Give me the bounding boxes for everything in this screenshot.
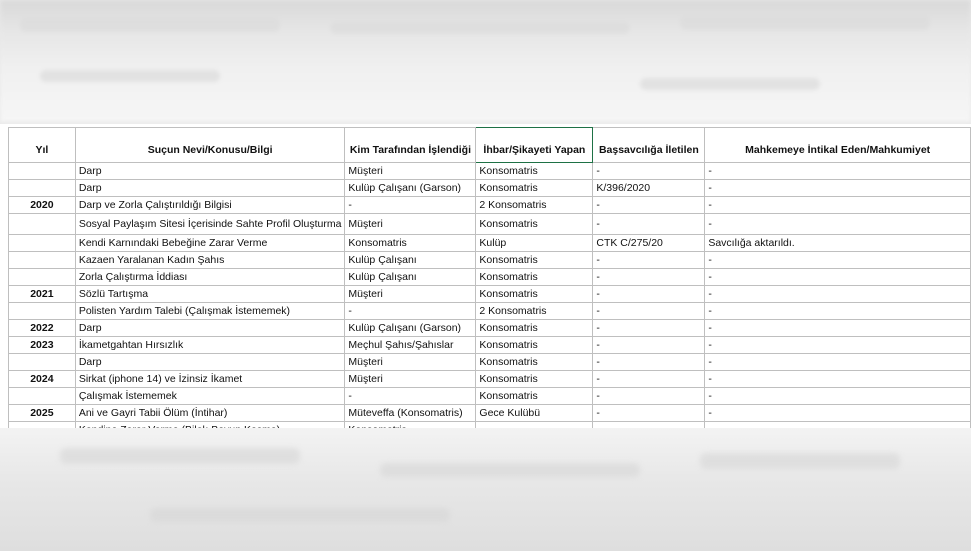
cell-reporter[interactable]: Gece Kulübü bbox=[476, 405, 593, 422]
cell-crime[interactable]: Darp bbox=[75, 163, 345, 180]
cell-prosecutor[interactable]: - bbox=[593, 354, 705, 371]
table-row bbox=[9, 163, 971, 180]
cell-court[interactable]: - bbox=[705, 371, 971, 388]
cell-court[interactable]: - bbox=[705, 252, 971, 269]
cell-prosecutor[interactable]: - bbox=[593, 197, 705, 214]
cell-year[interactable] bbox=[9, 269, 76, 286]
cell-court[interactable]: - bbox=[705, 286, 971, 303]
blurred-background-top bbox=[0, 0, 971, 122]
cell-prosecutor[interactable]: K/396/2020 bbox=[593, 180, 705, 197]
cell-court[interactable]: - bbox=[705, 180, 971, 197]
cell-crime[interactable]: Sözlü Tartışma bbox=[75, 286, 345, 303]
cell-crime[interactable]: Sosyal Paylaşım Sitesi İçerisinde Sahte Profil Oluşturma bbox=[75, 214, 345, 235]
cell-crime[interactable]: Kendi Karnındaki Bebeğine Zarar Verme bbox=[75, 235, 345, 252]
cell-court[interactable]: - bbox=[705, 388, 971, 405]
cell-year[interactable] bbox=[9, 163, 76, 180]
header-row bbox=[9, 128, 971, 163]
table-row bbox=[9, 252, 971, 269]
header-court[interactable]: Mahkemeye İntikal Eden/Mahkumiyet bbox=[705, 128, 971, 163]
cell-prosecutor[interactable]: - bbox=[593, 286, 705, 303]
cell-prosecutor[interactable]: - bbox=[593, 405, 705, 422]
cell-reporter[interactable]: 2 Konsomatris bbox=[476, 303, 593, 320]
cell-court[interactable]: - bbox=[705, 163, 971, 180]
cell-crime[interactable]: İkametgahtan Hırsızlık bbox=[75, 337, 345, 354]
table-row bbox=[9, 286, 971, 303]
cell-perpetrator[interactable]: - bbox=[345, 303, 476, 320]
cell-crime[interactable]: Darp ve Zorla Çalıştırıldığı Bilgisi bbox=[75, 197, 345, 214]
cell-reporter[interactable]: Konsomatris bbox=[476, 269, 593, 286]
table-row bbox=[9, 371, 971, 388]
cell-perpetrator[interactable]: Kulüp Çalışanı bbox=[345, 252, 476, 269]
table-row bbox=[9, 303, 971, 320]
cell-crime[interactable]: Polisten Yardım Talebi (Çalışmak İstememek) bbox=[75, 303, 345, 320]
table-row bbox=[9, 197, 971, 214]
spreadsheet bbox=[0, 124, 971, 428]
cell-reporter[interactable]: Konsomatris bbox=[476, 252, 593, 269]
cell-perpetrator[interactable]: Müşteri bbox=[345, 354, 476, 371]
cell-perpetrator[interactable]: Müşteri bbox=[345, 163, 476, 180]
cell-court[interactable]: - bbox=[705, 354, 971, 371]
cell-year[interactable]: 2020 bbox=[9, 197, 76, 214]
table-row bbox=[9, 337, 971, 354]
blurred-background-bottom bbox=[0, 428, 971, 551]
cell-court[interactable]: - bbox=[705, 214, 971, 235]
cell-perpetrator[interactable]: Meçhul Şahıs/Şahıslar bbox=[345, 337, 476, 354]
cell-year[interactable] bbox=[9, 252, 76, 269]
cell-reporter[interactable]: Konsomatris bbox=[476, 214, 593, 235]
cell-court[interactable]: Savcılığa aktarıldı. bbox=[705, 235, 971, 252]
cell-court[interactable]: - bbox=[705, 269, 971, 286]
cell-court[interactable]: - bbox=[705, 303, 971, 320]
cell-perpetrator[interactable]: - bbox=[345, 388, 476, 405]
cell-year[interactable] bbox=[9, 214, 76, 235]
table-row bbox=[9, 269, 971, 286]
cell-year[interactable] bbox=[9, 303, 76, 320]
cell-crime[interactable]: Zorla Çalıştırma İddiası bbox=[75, 269, 345, 286]
cell-court[interactable]: - bbox=[705, 197, 971, 214]
cell-reporter[interactable]: Konsomatris bbox=[476, 354, 593, 371]
cell-perpetrator[interactable]: Kulüp Çalışanı (Garson) bbox=[345, 320, 476, 337]
cell-perpetrator[interactable]: Müşteri bbox=[345, 214, 476, 235]
cell-crime[interactable]: Kazaen Yaralanan Kadın Şahıs bbox=[75, 252, 345, 269]
cell-perpetrator[interactable]: - bbox=[345, 197, 476, 214]
cell-perpetrator[interactable]: Kulüp Çalışanı (Garson) bbox=[345, 180, 476, 197]
cell-prosecutor[interactable]: - bbox=[593, 320, 705, 337]
cell-prosecutor[interactable]: - bbox=[593, 337, 705, 354]
cell-court[interactable]: - bbox=[705, 405, 971, 422]
cell-year[interactable]: 2022 bbox=[9, 320, 76, 337]
table-row bbox=[9, 405, 971, 422]
cell-reporter[interactable]: Konsomatris bbox=[476, 388, 593, 405]
cell-reporter[interactable]: Konsomatris bbox=[476, 163, 593, 180]
cell-year[interactable]: 2021 bbox=[9, 286, 76, 303]
cell-crime[interactable]: Darp bbox=[75, 354, 345, 371]
header-perpetrator[interactable]: Kim Tarafından İşlendiği bbox=[345, 128, 476, 163]
cell-prosecutor[interactable]: - bbox=[593, 269, 705, 286]
cell-perpetrator[interactable]: Müşteri bbox=[345, 286, 476, 303]
cell-crime[interactable]: Sirkat (iphone 14) ve İzinsiz İkamet bbox=[75, 371, 345, 388]
cell-reporter[interactable]: 2 Konsomatris bbox=[476, 197, 593, 214]
table-row bbox=[9, 354, 971, 371]
cell-prosecutor[interactable]: - bbox=[593, 214, 705, 235]
cell-year[interactable] bbox=[9, 235, 76, 252]
cell-prosecutor[interactable]: CTK C/275/20 bbox=[593, 235, 705, 252]
cell-prosecutor[interactable]: - bbox=[593, 303, 705, 320]
cell-year[interactable] bbox=[9, 180, 76, 197]
cell-reporter[interactable]: Konsomatris bbox=[476, 286, 593, 303]
table-row bbox=[9, 235, 971, 252]
cell-crime[interactable]: Darp bbox=[75, 320, 345, 337]
cell-perpetrator[interactable]: Konsomatris bbox=[345, 235, 476, 252]
cell-year[interactable]: 2023 bbox=[9, 337, 76, 354]
cell-perpetrator[interactable]: Müşteri bbox=[345, 371, 476, 388]
incident-table bbox=[8, 127, 971, 439]
table-row bbox=[9, 214, 971, 235]
row-gutter bbox=[0, 124, 8, 424]
cell-prosecutor[interactable]: - bbox=[593, 388, 705, 405]
header-crime[interactable]: Suçun Nevi/Konusu/Bilgi bbox=[75, 128, 345, 163]
table-row bbox=[9, 388, 971, 405]
cell-year[interactable] bbox=[9, 354, 76, 371]
table-row bbox=[9, 320, 971, 337]
cell-crime[interactable]: Çalışmak İstememek bbox=[75, 388, 345, 405]
cell-reporter[interactable]: Konsomatris bbox=[476, 337, 593, 354]
header-year[interactable]: Yıl bbox=[9, 128, 76, 163]
cell-reporter[interactable]: Konsomatris bbox=[476, 320, 593, 337]
cell-year[interactable] bbox=[9, 388, 76, 405]
cell-year[interactable]: 2025 bbox=[9, 405, 76, 422]
cell-reporter[interactable]: Kulüp bbox=[476, 235, 593, 252]
cell-crime[interactable]: Darp bbox=[75, 180, 345, 197]
cell-perpetrator[interactable]: Müteveffa (Konsomatris) bbox=[345, 405, 476, 422]
cell-court[interactable]: - bbox=[705, 320, 971, 337]
cell-crime[interactable]: Ani ve Gayri Tabii Ölüm (İntihar) bbox=[75, 405, 345, 422]
cell-perpetrator[interactable]: Kulüp Çalışanı bbox=[345, 269, 476, 286]
cell-reporter[interactable]: Konsomatris bbox=[476, 371, 593, 388]
cell-reporter[interactable]: Konsomatris bbox=[476, 180, 593, 197]
cell-prosecutor[interactable]: - bbox=[593, 163, 705, 180]
table-row bbox=[9, 180, 971, 197]
cell-court[interactable]: - bbox=[705, 337, 971, 354]
cell-year[interactable]: 2024 bbox=[9, 371, 76, 388]
header-reporter[interactable]: İhbar/Şikayeti Yapan bbox=[476, 128, 593, 163]
cell-prosecutor[interactable]: - bbox=[593, 371, 705, 388]
cell-prosecutor[interactable]: - bbox=[593, 252, 705, 269]
header-prosecutor[interactable]: Başsavcılığa İletilen bbox=[593, 128, 705, 163]
